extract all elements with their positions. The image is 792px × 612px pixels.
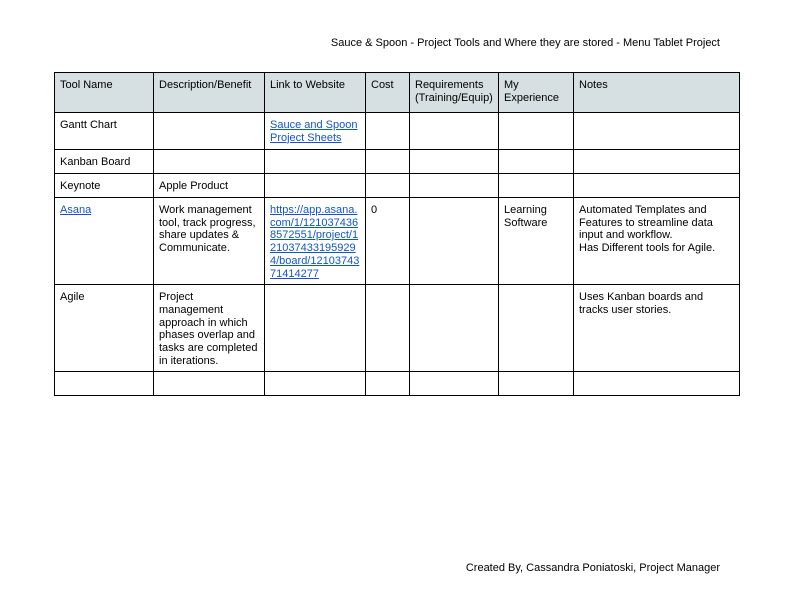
cell-cost: 0 [366,198,410,285]
cell-requirements [410,113,499,150]
cell-experience [499,150,574,174]
cell-tool [55,372,154,396]
table-row [55,113,740,150]
cell-tool: Gantt Chart [55,113,154,150]
cell-experience: Learning Software [499,198,574,285]
cell-requirements [410,150,499,174]
cell-cost [366,372,410,396]
cell-requirements [410,174,499,198]
cell-notes [574,150,740,174]
tools-table [54,72,740,396]
cell-tool: Keynote [55,174,154,198]
cell-requirements [410,372,499,396]
cell-notes: Automated Templates and Features to streamline data input and workflow. Has Different tools for Agile. [574,198,740,285]
cell-link [265,372,366,396]
cell-link [265,150,366,174]
header-notes: Notes [574,73,740,113]
cell-notes [574,372,740,396]
cell-link [265,174,366,198]
cell-tool [55,198,154,285]
cell-cost [366,113,410,150]
header-experience: My Experience [499,73,574,113]
table-row [55,198,740,285]
document-footer: Created By, Cassandra Poniatoski, Project Manager [465,562,720,574]
table-row [55,285,740,372]
table-row [55,174,740,198]
cell-requirements [410,285,499,372]
cell-experience [499,174,574,198]
cell-notes [574,174,740,198]
cell-description [154,113,265,150]
table-row [55,372,740,396]
cell-cost [366,285,410,372]
link-asana[interactable]: Asana [60,204,92,216]
table-row [55,150,740,174]
cell-description: Work management tool, track progress, share updates & Communicate. [154,198,265,285]
cell-experience [499,372,574,396]
cell-link [265,285,366,372]
header-tool-name: Tool Name [55,73,154,113]
cell-description [154,150,265,174]
cell-cost [366,150,410,174]
cell-experience [499,113,574,150]
header-link: Link to Website [265,73,366,113]
cell-experience [499,285,574,372]
cell-tool: Kanban Board [55,150,154,174]
cell-notes: Uses Kanban boards and tracks user stories. [574,285,740,372]
cell-description: Apple Product [154,174,265,198]
header-row [55,73,740,113]
cell-tool: Agile [55,285,154,372]
header-description: Description/Benefit [154,73,265,113]
link-sauce-spoon-sheets[interactable]: Sauce and Spoon Project Sheets [270,119,358,144]
cell-notes [574,113,740,150]
cell-description: Project management approach in which phases overlap and tasks are completed in iterations. [154,285,265,372]
cell-cost [366,174,410,198]
cell-link [265,113,366,150]
cell-link [265,198,366,285]
header-cost: Cost [366,73,410,113]
cell-requirements [410,198,499,285]
cell-description [154,372,265,396]
link-asana-board[interactable]: https://app.asana.com/1/1210374368572551/project/1210374331959294/board/1210374371414277 [270,204,360,280]
document-title: Sauce & Spoon - Project Tools and Where they are stored - Menu Tablet Project [330,37,720,49]
header-requirements: Requirements (Training/Equip) [410,73,499,113]
